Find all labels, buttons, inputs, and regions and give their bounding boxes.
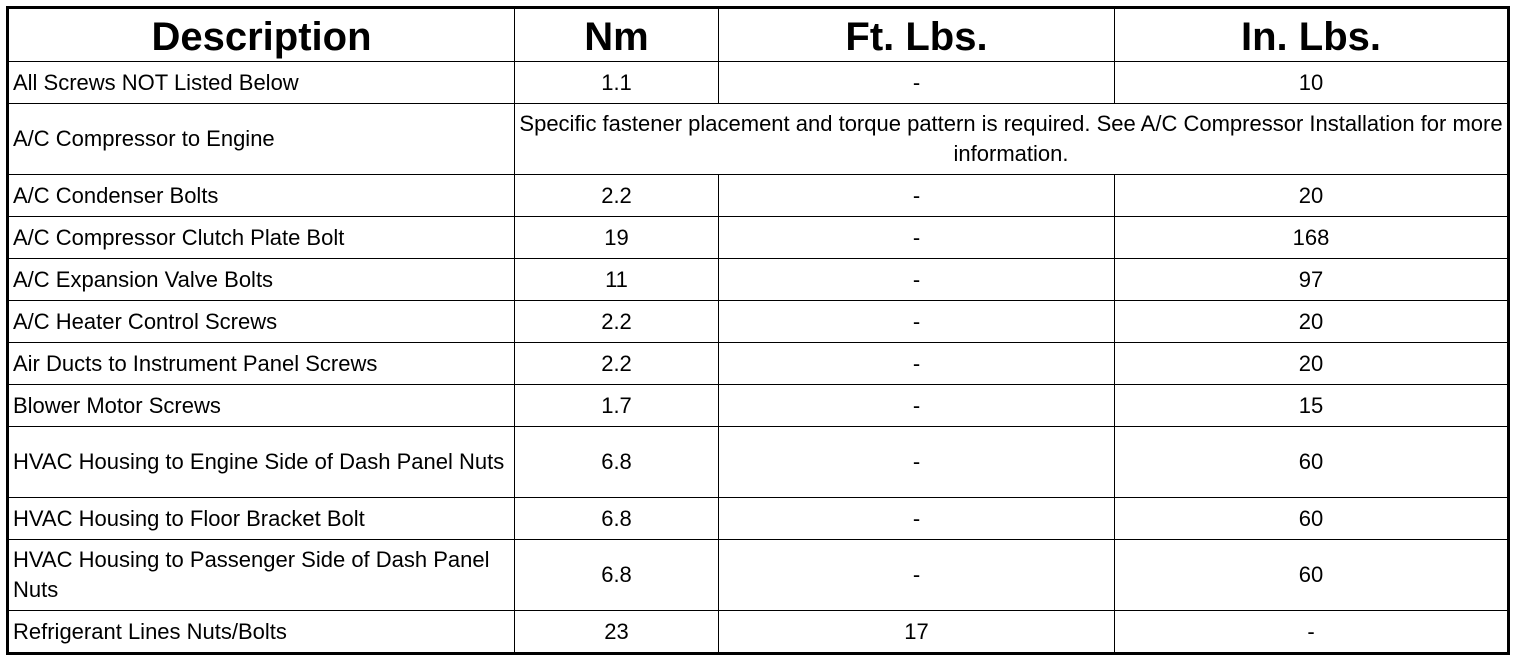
cell-ft-lbs: 17 — [719, 611, 1115, 654]
cell-description: Refrigerant Lines Nuts/Bolts — [8, 611, 515, 654]
cell-description: A/C Expansion Valve Bolts — [8, 259, 515, 301]
torque-spec-table — [6, 6, 1510, 655]
cell-ft-lbs: - — [719, 498, 1115, 540]
cell-in-lbs: 168 — [1115, 217, 1509, 259]
cell-description: A/C Condenser Bolts — [8, 175, 515, 217]
cell-nm: 6.8 — [515, 427, 719, 498]
table-row — [8, 427, 1509, 498]
table-row — [8, 259, 1509, 301]
cell-ft-lbs: - — [719, 259, 1115, 301]
cell-description: A/C Heater Control Screws — [8, 301, 515, 343]
cell-ft-lbs: - — [719, 427, 1115, 498]
header-row — [8, 8, 1509, 62]
cell-ft-lbs: - — [719, 217, 1115, 259]
table-row — [8, 62, 1509, 104]
cell-description: A/C Compressor Clutch Plate Bolt — [8, 217, 515, 259]
table-row — [8, 343, 1509, 385]
cell-ft-lbs: - — [719, 62, 1115, 104]
table-row — [8, 104, 1509, 175]
cell-nm: 23 — [515, 611, 719, 654]
cell-nm: 1.1 — [515, 62, 719, 104]
cell-in-lbs: 20 — [1115, 301, 1509, 343]
cell-in-lbs: 60 — [1115, 540, 1509, 611]
cell-nm: 2.2 — [515, 175, 719, 217]
cell-in-lbs: 10 — [1115, 62, 1509, 104]
cell-ft-lbs: - — [719, 301, 1115, 343]
cell-in-lbs: - — [1115, 611, 1509, 654]
cell-in-lbs: 97 — [1115, 259, 1509, 301]
cell-ft-lbs: - — [719, 343, 1115, 385]
table-row — [8, 611, 1509, 654]
cell-in-lbs: 15 — [1115, 385, 1509, 427]
table-row — [8, 175, 1509, 217]
cell-in-lbs: 20 — [1115, 343, 1509, 385]
cell-description: HVAC Housing to Floor Bracket Bolt — [8, 498, 515, 540]
table-row — [8, 498, 1509, 540]
table-row — [8, 217, 1509, 259]
table-row — [8, 385, 1509, 427]
cell-nm: 19 — [515, 217, 719, 259]
cell-description: HVAC Housing to Passenger Side of Dash Panel Nuts — [8, 540, 515, 611]
table-row — [8, 301, 1509, 343]
header-nm: Nm — [515, 8, 719, 62]
cell-ft-lbs: - — [719, 385, 1115, 427]
table-row — [8, 540, 1509, 611]
cell-ft-lbs: - — [719, 175, 1115, 217]
cell-note: Specific fastener placement and torque pattern is required. See A/C Compressor Installation for more information. — [515, 104, 1509, 175]
cell-description: A/C Compressor to Engine — [8, 104, 515, 175]
cell-in-lbs: 60 — [1115, 427, 1509, 498]
cell-nm: 6.8 — [515, 498, 719, 540]
header-ft-lbs: Ft. Lbs. — [719, 8, 1115, 62]
cell-nm: 2.2 — [515, 343, 719, 385]
cell-nm: 1.7 — [515, 385, 719, 427]
cell-in-lbs: 60 — [1115, 498, 1509, 540]
header-in-lbs: In. Lbs. — [1115, 8, 1509, 62]
cell-description: HVAC Housing to Engine Side of Dash Panel Nuts — [8, 427, 515, 498]
cell-description: Air Ducts to Instrument Panel Screws — [8, 343, 515, 385]
header-description: Description — [8, 8, 515, 62]
cell-description: All Screws NOT Listed Below — [8, 62, 515, 104]
cell-description: Blower Motor Screws — [8, 385, 515, 427]
cell-ft-lbs: - — [719, 540, 1115, 611]
cell-nm: 6.8 — [515, 540, 719, 611]
cell-in-lbs: 20 — [1115, 175, 1509, 217]
cell-nm: 2.2 — [515, 301, 719, 343]
cell-nm: 11 — [515, 259, 719, 301]
